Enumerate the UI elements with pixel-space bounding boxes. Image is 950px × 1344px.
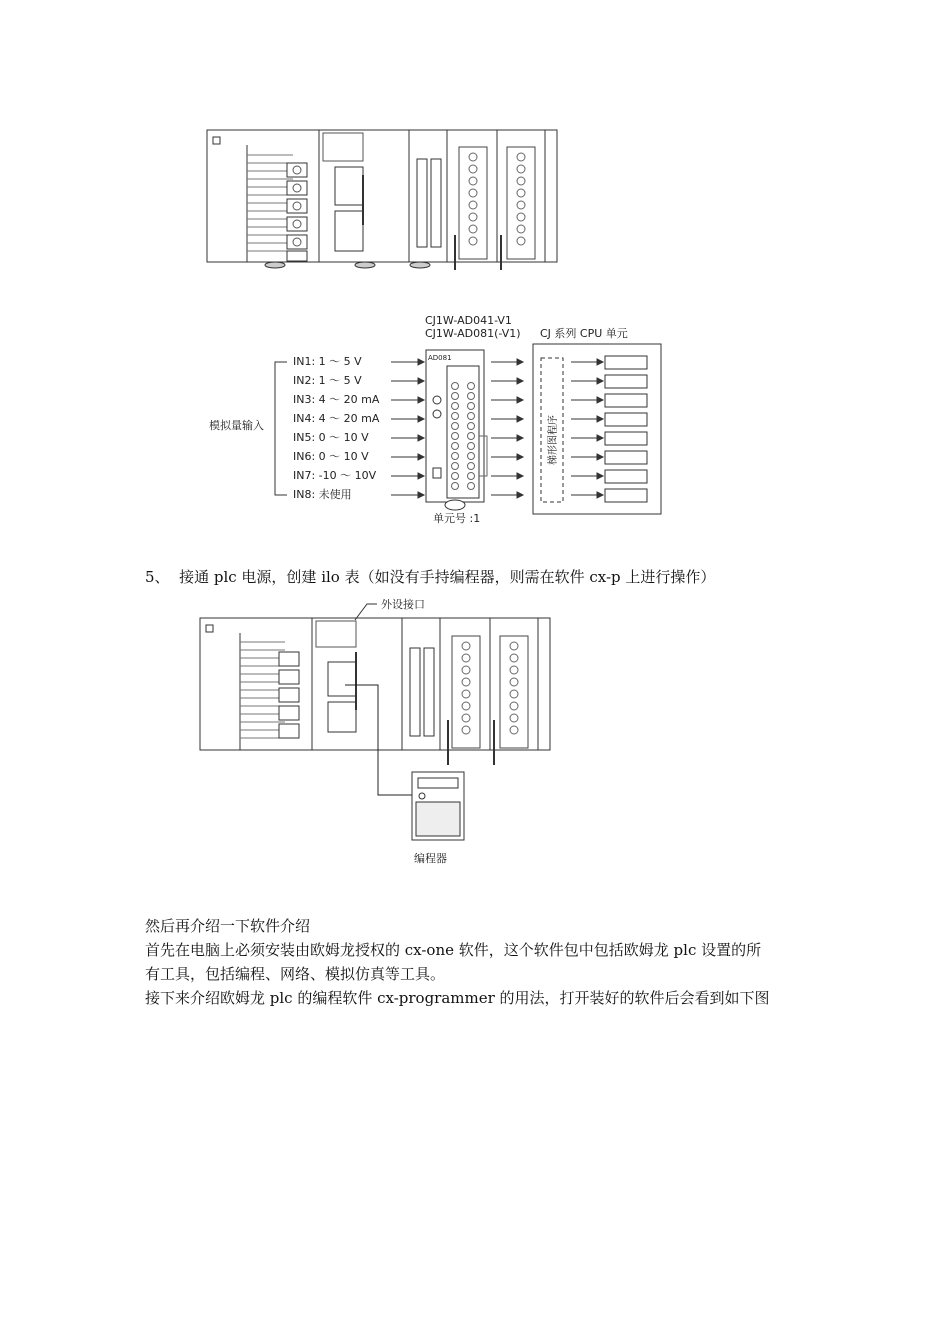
- ladder-program-label: 梯形图程序: [548, 415, 559, 465]
- module-model-label-alt: CJ1W-AD081(-V1): [425, 327, 521, 340]
- plc-rack-figure-1: [205, 125, 560, 270]
- plc-rack-programmer-figure: [195, 590, 555, 870]
- paragraph-line: 首先在电脑上必须安装由欧姆龙授权的 cx-one 软件，这个软件包中包括欧姆龙 plc 设置的所: [145, 941, 762, 959]
- input-label: IN5: 0 ～ 10 V: [293, 431, 369, 444]
- cpu-unit-label: CJ 系列 CPU 单元: [540, 327, 628, 340]
- input-bracket: [275, 362, 287, 495]
- step-number: 5、: [145, 568, 170, 586]
- input-label: IN1: 1 ～ 5 V: [293, 355, 362, 368]
- input-label: IN8: 未使用: [293, 488, 352, 501]
- step-description: 接通 plc 电源，创建 ilo 表（如没有手持编程器，则需在软件 cx-p 上进行操作）: [179, 568, 716, 586]
- input-label: IN4: 4 ～ 20 mA: [293, 412, 380, 425]
- paragraph-line: 然后再介绍一下软件介绍: [145, 917, 311, 935]
- input-label: IN6: 0 ～ 10 V: [293, 450, 369, 463]
- paragraph-line: 有工具，包括编程、网络、模拟仿真等工具。: [145, 965, 446, 983]
- analog-input-diagram: [205, 310, 665, 525]
- input-label: IN7: -10 ～ 10V: [293, 469, 377, 482]
- input-label: IN3: 4 ～ 20 mA: [293, 393, 380, 406]
- module-model-label: CJ1W-AD041-V1: [425, 314, 512, 327]
- paragraph-line: 接下来介绍欧姆龙 plc 的编程软件 cx-programmer 的用法，打开装好的软件后会看到如下图: [145, 989, 770, 1007]
- step-5-text: [145, 566, 715, 588]
- unit-number-label: 单元号 :1: [433, 512, 481, 525]
- analog-input-group-label: 模拟量输入: [209, 419, 264, 432]
- module-tag: AD081: [428, 354, 452, 362]
- peripheral-port-label: 外设接口: [381, 598, 425, 611]
- input-label: IN2: 1 ～ 5 V: [293, 374, 362, 387]
- programmer-label: 编程器: [414, 852, 447, 865]
